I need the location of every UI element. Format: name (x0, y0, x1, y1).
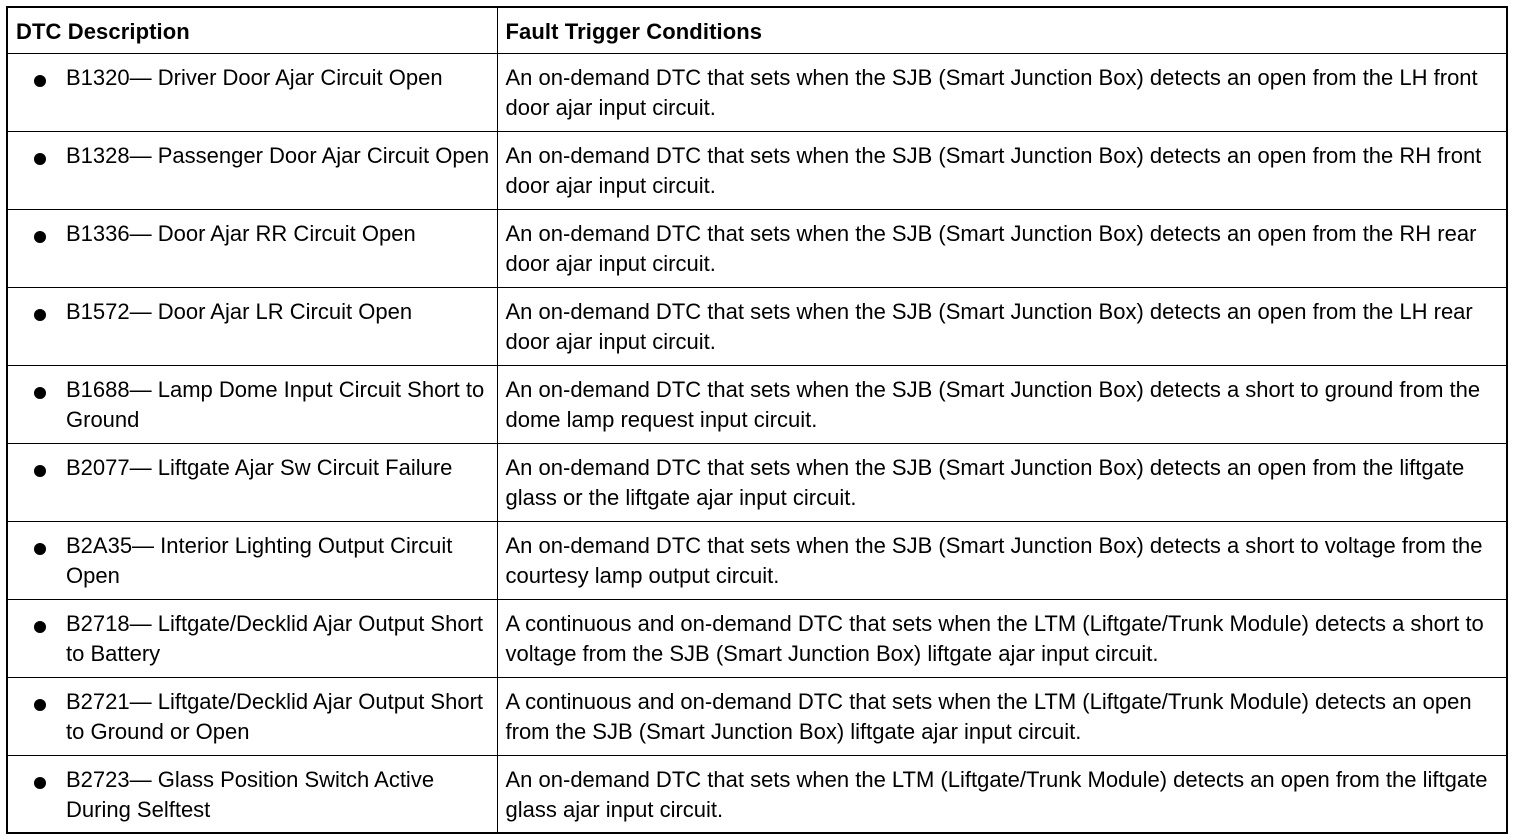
dtc-description-cell (7, 365, 497, 443)
table-row (7, 131, 1507, 209)
dtc-description: B2718— Liftgate/Decklid Ajar Output Short to Battery (66, 610, 484, 666)
header-row (7, 7, 1507, 53)
dtc-description-cell (7, 209, 497, 287)
dtc-description: B2721— Liftgate/Decklid Ajar Output Short to Ground or Open (66, 688, 484, 744)
dtc-description-cell (7, 131, 497, 209)
table-row (7, 521, 1507, 599)
dtc-description-cell (7, 521, 497, 599)
table-row (7, 287, 1507, 365)
dtc-table (6, 6, 1508, 834)
fault-conditions-cell (497, 677, 1507, 755)
dtc-description: B1572— Door Ajar LR Circuit Open (66, 298, 413, 324)
dtc-description: B1328— Passenger Door Ajar Circuit Open (66, 142, 490, 168)
table-row (7, 755, 1507, 833)
table-row (7, 365, 1507, 443)
fault-conditions-cell (497, 443, 1507, 521)
header-dtc-description: DTC Description (7, 7, 497, 53)
fault-conditions-cell (497, 131, 1507, 209)
dtc-description: B1336— Door Ajar RR Circuit Open (66, 220, 416, 246)
header-fault-trigger-conditions: Fault Trigger Conditions (497, 7, 1507, 53)
bullet-icon (34, 75, 46, 87)
dtc-description: B2077— Liftgate Ajar Sw Circuit Failure (66, 454, 453, 480)
fault-conditions-cell (497, 755, 1507, 833)
fault-conditions: An on-demand DTC that sets when the LTM (Liftgate/Trunk Module) detects an open from the liftgate glass ajar input circuit. (505, 766, 1488, 822)
bullet-icon (34, 231, 46, 243)
bullet-icon (34, 543, 46, 555)
dtc-description-cell (7, 599, 497, 677)
bullet-icon (34, 153, 46, 165)
bullet-icon (34, 309, 46, 321)
fault-conditions: An on-demand DTC that sets when the SJB (Smart Junction Box) detects an open from the LH front door ajar input circuit. (505, 64, 1478, 120)
table-body (7, 53, 1507, 833)
fault-conditions-cell (497, 521, 1507, 599)
table-header (7, 7, 1507, 53)
fault-conditions: An on-demand DTC that sets when the SJB (Smart Junction Box) detects a short to ground from the dome lamp request input circuit. (505, 376, 1481, 432)
dtc-description: B2723— Glass Position Switch Active During Selftest (66, 766, 435, 822)
table-row (7, 209, 1507, 287)
fault-conditions-cell (497, 53, 1507, 131)
table-row (7, 599, 1507, 677)
fault-conditions: A continuous and on-demand DTC that sets when the LTM (Liftgate/Trunk Module) detects a short to voltage from the SJB (Smart Junction Box) liftgate ajar input circuit. (505, 610, 1484, 666)
table-row (7, 443, 1507, 521)
fault-conditions: An on-demand DTC that sets when the SJB (Smart Junction Box) detects an open from the RH rear door ajar input circuit. (505, 220, 1477, 276)
bullet-icon (34, 699, 46, 711)
bullet-icon (34, 387, 46, 399)
bullet-icon (34, 621, 46, 633)
dtc-description-cell (7, 677, 497, 755)
fault-conditions-cell (497, 599, 1507, 677)
fault-conditions: An on-demand DTC that sets when the SJB (Smart Junction Box) detects an open from the liftgate glass or the liftgate ajar input circuit. (505, 454, 1465, 510)
table-row (7, 677, 1507, 755)
fault-conditions: An on-demand DTC that sets when the SJB (Smart Junction Box) detects an open from the RH front door ajar input circuit. (505, 142, 1482, 198)
dtc-description-cell (7, 755, 497, 833)
bullet-icon (34, 465, 46, 477)
table-row (7, 53, 1507, 131)
bullet-icon (34, 777, 46, 789)
fault-conditions-cell (497, 287, 1507, 365)
dtc-description-cell (7, 287, 497, 365)
dtc-description: B1688— Lamp Dome Input Circuit Short to Ground (66, 376, 485, 432)
fault-conditions: A continuous and on-demand DTC that sets when the LTM (Liftgate/Trunk Module) detects an open from the SJB (Smart Junction Box) liftgate ajar input circuit. (505, 688, 1472, 744)
dtc-description-cell (7, 53, 497, 131)
fault-conditions-cell (497, 209, 1507, 287)
fault-conditions-cell (497, 365, 1507, 443)
dtc-description: B1320— Driver Door Ajar Circuit Open (66, 64, 443, 90)
dtc-description: B2A35— Interior Lighting Output Circuit Open (66, 532, 453, 588)
fault-conditions: An on-demand DTC that sets when the SJB (Smart Junction Box) detects a short to voltage from the courtesy lamp output circuit. (505, 532, 1483, 588)
fault-conditions: An on-demand DTC that sets when the SJB (Smart Junction Box) detects an open from the LH rear door ajar input circuit. (505, 298, 1473, 354)
dtc-description-cell (7, 443, 497, 521)
